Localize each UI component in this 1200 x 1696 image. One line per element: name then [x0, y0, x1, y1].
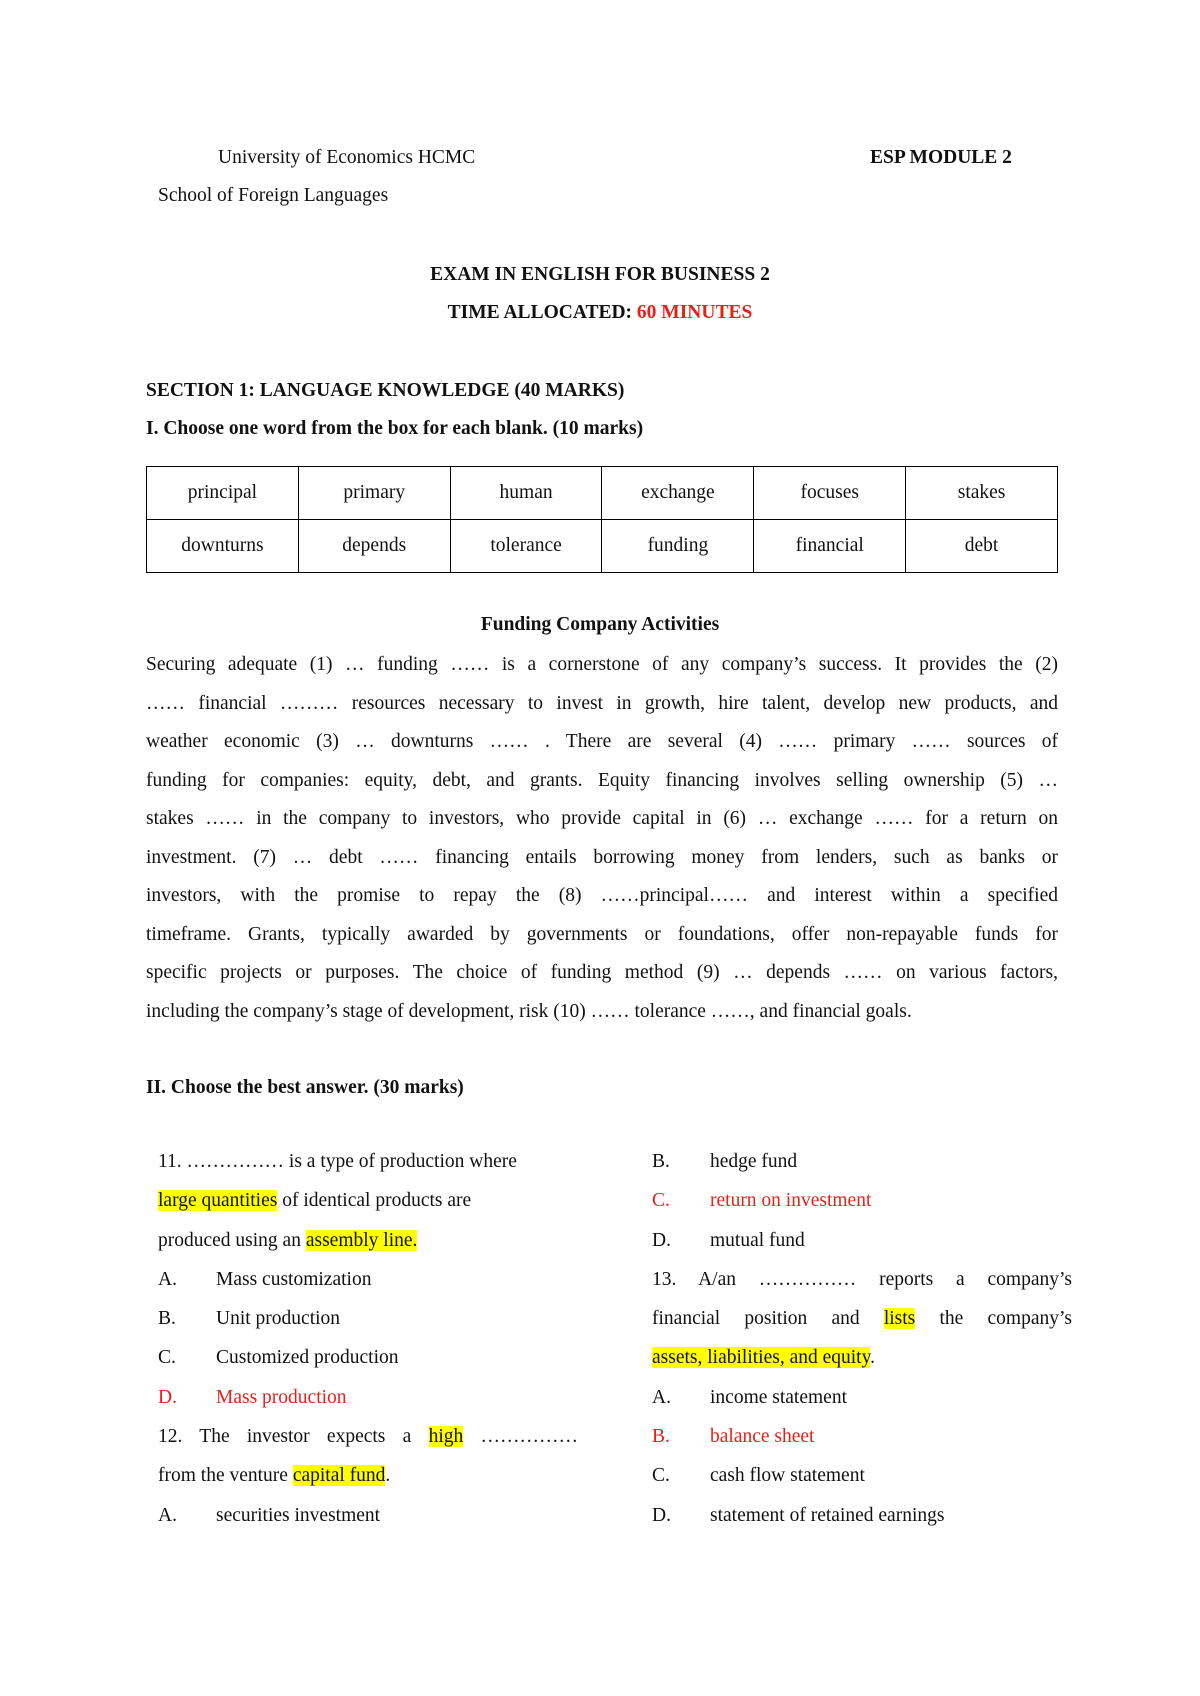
option-letter: B.: [652, 1426, 670, 1448]
option-text: mutual fund: [710, 1229, 805, 1251]
question-text: financial position and: [652, 1308, 884, 1330]
option-13-a[interactable]: [652, 1378, 1072, 1417]
option-12-c-answer[interactable]: [652, 1181, 1072, 1220]
passage-title: Funding Company Activities: [480, 614, 720, 635]
time-label: TIME ALLOCATED:: [447, 302, 637, 323]
option-letter: D.: [652, 1229, 671, 1251]
question-column-right: [652, 1142, 1072, 1535]
passage-line: funding for companies: equity, debt, and grants. Equity financing involves selling ownership (5) …: [146, 769, 1058, 791]
question-12-line: [158, 1456, 578, 1495]
time-allocated: [0, 302, 1200, 324]
word-cell: human: [450, 467, 602, 520]
passage-line: stakes …… in the company to investors, who provide capital in (6) … exchange …… for a return on: [146, 808, 1058, 829]
question-11-line: [158, 1181, 578, 1220]
option-text: hedge fund: [710, 1151, 798, 1172]
passage-line: investment. (7) … debt …… financing entails borrowing money from lenders, such as banks or: [146, 846, 1058, 868]
word-box-row: [147, 467, 1058, 520]
word-cell: stakes: [906, 467, 1058, 520]
highlight: assembly line.: [305, 1229, 418, 1251]
option-text: balance sheet: [710, 1426, 815, 1448]
question-13-line: 13. A/an …………… reports a company’s: [652, 1268, 1072, 1290]
option-letter: A.: [158, 1268, 177, 1290]
passage-line: including the company’s stage of development, risk (10) …… tolerance ……, and financial goals.: [146, 1000, 912, 1022]
option-12-b[interactable]: [652, 1142, 1072, 1181]
word-cell: downturns: [147, 520, 299, 573]
word-box-row: [147, 520, 1058, 573]
option-11-c[interactable]: [158, 1338, 578, 1377]
question-text: from the venture: [158, 1465, 293, 1487]
option-letter: C.: [158, 1347, 176, 1369]
option-letter: C.: [652, 1465, 670, 1487]
word-cell: focuses: [754, 467, 906, 520]
option-letter: D.: [158, 1386, 177, 1408]
option-letter: D.: [652, 1504, 671, 1526]
option-12-a[interactable]: [158, 1496, 578, 1535]
part-1-title: I. Choose one word from the box for each blank. (10 marks): [146, 418, 644, 439]
option-13-b-answer[interactable]: [652, 1417, 1072, 1456]
question-13-line: [652, 1299, 1072, 1338]
option-letter: B.: [158, 1308, 176, 1330]
exam-title: EXAM IN ENGLISH FOR BUSINESS 2: [430, 264, 770, 285]
word-cell: principal: [147, 467, 299, 520]
option-text: return on investment: [710, 1190, 872, 1212]
passage-line: Securing adequate (1) … funding …… is a cornerstone of any company’s success. It provides the (2): [146, 654, 1058, 675]
question-text: of identical products are: [277, 1190, 472, 1212]
word-cell: tolerance: [450, 520, 602, 573]
question-text: 12. The investor expects a: [158, 1426, 429, 1448]
option-text: Customized production: [216, 1347, 399, 1369]
passage: [146, 646, 1058, 1031]
option-text: Mass customization: [216, 1268, 372, 1290]
option-text: Mass production: [216, 1386, 347, 1408]
question-11-line: [158, 1221, 578, 1260]
question-11-line: 11. …………… is a type of production where: [158, 1151, 517, 1172]
option-text: cash flow statement: [710, 1465, 865, 1487]
option-letter: A.: [652, 1386, 671, 1408]
question-text: ……………: [463, 1426, 579, 1448]
university-name: University of Economics HCMC: [218, 147, 476, 168]
school-name: School of Foreign Languages: [158, 185, 389, 206]
question-12-line: [158, 1417, 578, 1456]
option-11-a[interactable]: [158, 1260, 578, 1299]
part-2-title: II. Choose the best answer. (30 marks): [146, 1077, 464, 1098]
word-cell: primary: [298, 467, 450, 520]
option-letter: C.: [652, 1190, 670, 1212]
word-cell: funding: [602, 520, 754, 573]
option-text: statement of retained earnings: [710, 1504, 945, 1526]
option-13-c[interactable]: [652, 1456, 1072, 1495]
option-text: securities investment: [216, 1504, 381, 1526]
highlight: assets, liabilities, and equity: [652, 1347, 871, 1369]
question-text: .: [870, 1347, 875, 1369]
question-13-line: [652, 1338, 1072, 1377]
word-cell: debt: [906, 520, 1058, 573]
highlight: large quantities: [158, 1190, 278, 1212]
option-text: income statement: [710, 1386, 847, 1408]
module-label: ESP MODULE 2: [870, 147, 1012, 168]
question-column-left: [158, 1142, 578, 1535]
word-box: [146, 466, 1058, 573]
option-12-d[interactable]: [652, 1221, 1072, 1260]
question-text: .: [385, 1465, 391, 1487]
option-letter: B.: [652, 1151, 670, 1172]
highlight: high: [428, 1426, 464, 1448]
option-letter: A.: [158, 1504, 177, 1526]
option-text: Unit production: [216, 1308, 341, 1330]
word-cell: exchange: [602, 467, 754, 520]
word-cell: financial: [754, 520, 906, 573]
option-13-d[interactable]: [652, 1496, 1072, 1535]
passage-line: timeframe. Grants, typically awarded by governments or foundations, offer non-repayable funds for: [146, 923, 1058, 945]
question-text: produced using an: [158, 1229, 306, 1251]
passage-line: weather economic (3) … downturns …… . There are several (4) …… primary …… sources of: [146, 731, 1058, 752]
section-1-title: SECTION 1: LANGUAGE KNOWLEDGE (40 MARKS): [146, 380, 625, 401]
question-text: the company’s: [915, 1308, 1072, 1330]
highlight: capital fund: [292, 1465, 386, 1487]
highlight: lists: [883, 1308, 916, 1330]
word-cell: depends: [298, 520, 450, 573]
option-11-b[interactable]: [158, 1299, 578, 1338]
passage-line: …… financial ……… resources necessary to invest in growth, hire talent, develop new products, and: [146, 692, 1058, 714]
option-11-d-answer[interactable]: [158, 1378, 578, 1417]
time-value: 60 MINUTES: [636, 302, 753, 323]
passage-line: specific projects or purposes. The choice of funding method (9) … depends …… on various factors,: [146, 962, 1058, 983]
passage-line: investors, with the promise to repay the (8) ……principal…… and interest within a specified: [146, 885, 1058, 906]
